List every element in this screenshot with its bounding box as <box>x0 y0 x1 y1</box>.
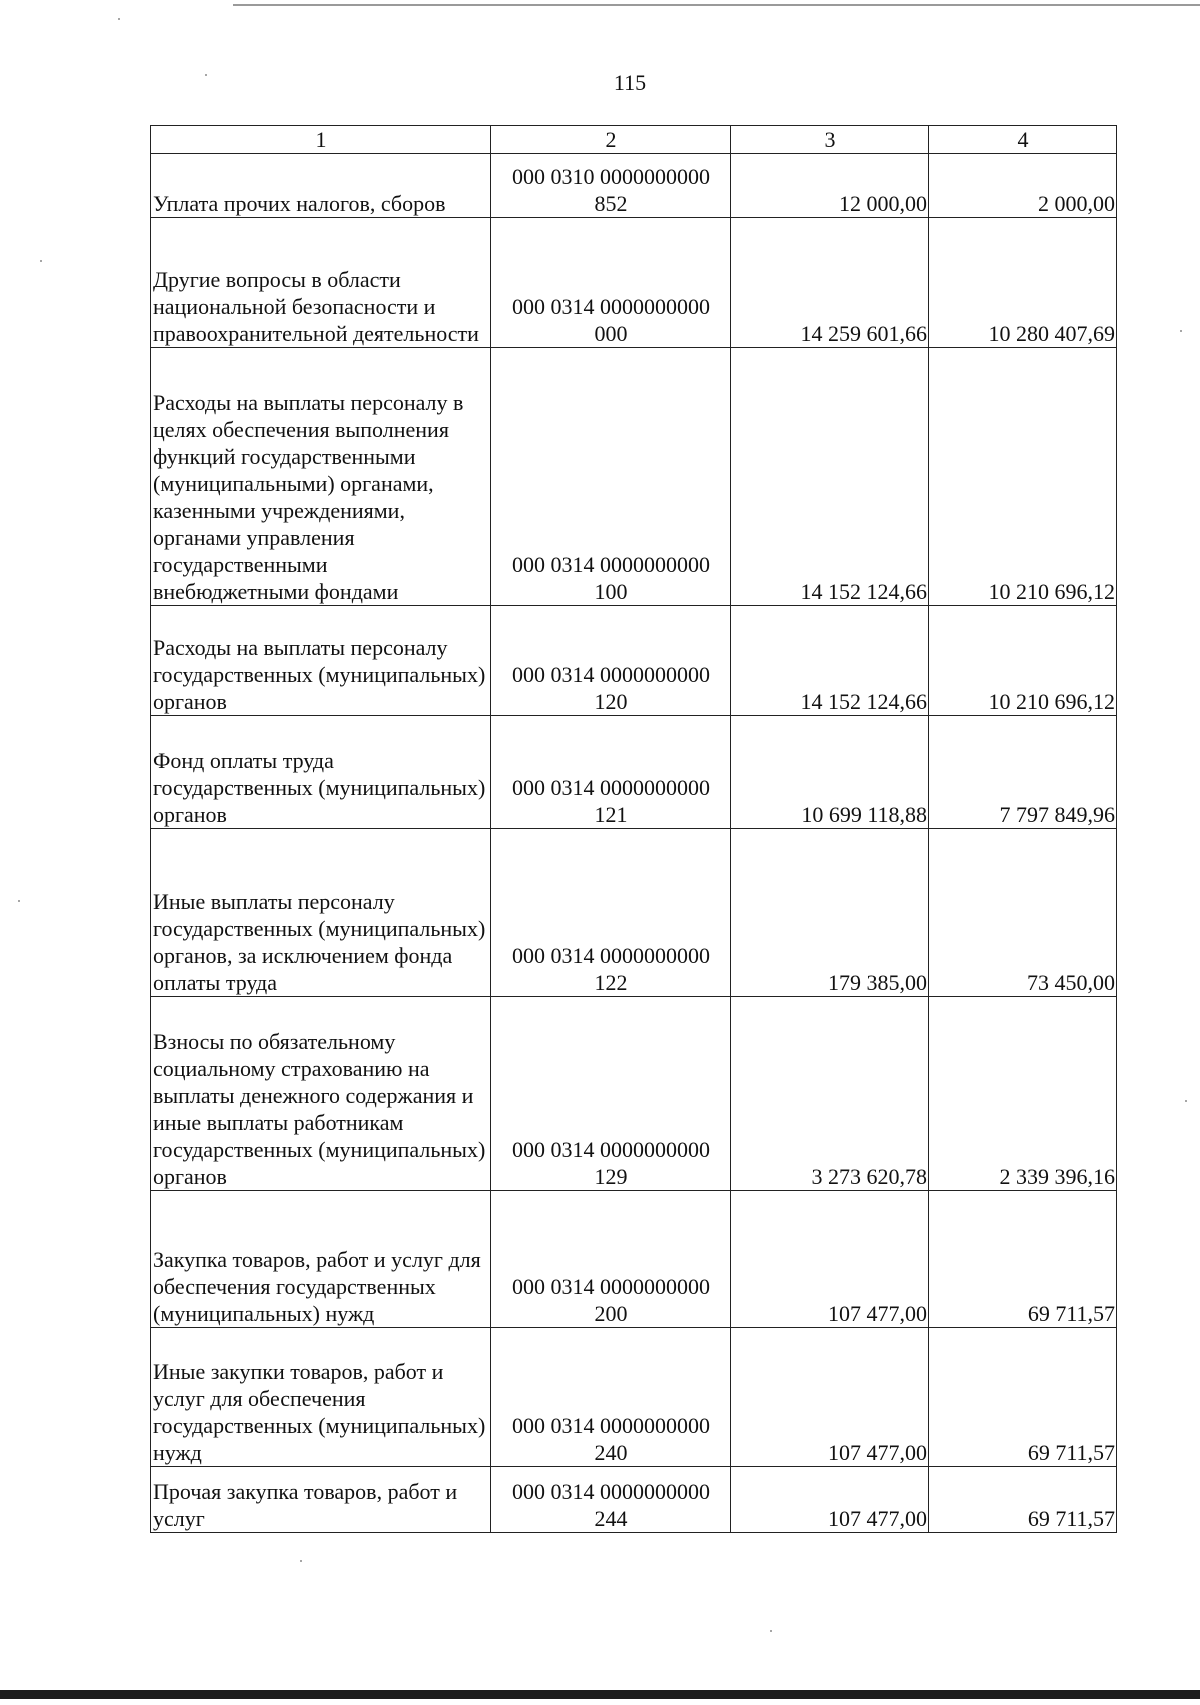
row-code-main: 000 0310 0000000000 <box>512 164 710 189</box>
row-code-kind: 000 <box>594 321 628 346</box>
row-amount-col4: 2 339 396,16 <box>929 997 1117 1191</box>
row-amount-col4: 10 280 407,69 <box>929 218 1117 348</box>
row-code-kind: 121 <box>594 802 628 827</box>
table-row <box>151 1328 1117 1467</box>
table-row <box>151 716 1117 829</box>
scan-speck <box>40 260 42 262</box>
row-name: Расходы на выплаты персоналу государственных (муниципальных) органов <box>151 606 491 716</box>
row-amount-col4: 69 711,57 <box>929 1328 1117 1467</box>
table-row <box>151 154 1117 218</box>
row-amount-col3: 179 385,00 <box>731 829 929 997</box>
row-code-main: 000 0314 0000000000 <box>512 943 710 968</box>
row-code-kind: 100 <box>594 579 628 604</box>
row-amount-col3: 107 477,00 <box>731 1328 929 1467</box>
scan-speck <box>118 18 120 20</box>
row-code <box>491 154 731 218</box>
row-amount-col4: 69 711,57 <box>929 1467 1117 1533</box>
table-row <box>151 606 1117 716</box>
row-code-main: 000 0314 0000000000 <box>512 662 710 687</box>
budget-table <box>150 125 1117 1533</box>
top-scan-rule <box>233 4 1200 6</box>
row-code <box>491 1328 731 1467</box>
row-code-main: 000 0314 0000000000 <box>512 1137 710 1162</box>
row-amount-col3: 14 152 124,66 <box>731 606 929 716</box>
row-amount-col4: 2 000,00 <box>929 154 1117 218</box>
row-amount-col4: 7 797 849,96 <box>929 716 1117 829</box>
row-code <box>491 716 731 829</box>
row-amount-col4: 73 450,00 <box>929 829 1117 997</box>
row-amount-col3: 107 477,00 <box>731 1467 929 1533</box>
row-code-main: 000 0314 0000000000 <box>512 775 710 800</box>
row-code-main: 000 0314 0000000000 <box>512 294 710 319</box>
table-row <box>151 997 1117 1191</box>
row-code-kind: 852 <box>594 191 628 216</box>
row-amount-col3: 14 152 124,66 <box>731 348 929 606</box>
row-amount-col3: 14 259 601,66 <box>731 218 929 348</box>
row-amount-col4: 10 210 696,12 <box>929 348 1117 606</box>
row-name: Иные закупки товаров, работ и услуг для обеспечения государственных (муниципальных) нужд <box>151 1328 491 1467</box>
header-col-3: 3 <box>731 126 929 154</box>
row-code <box>491 348 731 606</box>
header-col-2: 2 <box>491 126 731 154</box>
row-code-main: 000 0314 0000000000 <box>512 552 710 577</box>
row-name: Расходы на выплаты персоналу в целях обеспечения выполнения функций государственными (муниципальными) органами, казенными учреждениями, органами управления государственными внебюджетными фондами <box>151 348 491 606</box>
table-row <box>151 1191 1117 1328</box>
row-code <box>491 218 731 348</box>
row-name: Уплата прочих налогов, сборов <box>151 154 491 218</box>
row-name: Другие вопросы в области национальной безопасности и правоохранительной деятельности <box>151 218 491 348</box>
bottom-scan-rule <box>0 1690 1200 1699</box>
row-amount-col3: 107 477,00 <box>731 1191 929 1328</box>
row-code <box>491 1191 731 1328</box>
row-amount-col3: 12 000,00 <box>731 154 929 218</box>
row-amount-col4: 10 210 696,12 <box>929 606 1117 716</box>
row-name: Иные выплаты персоналу государственных (муниципальных) органов, за исключением фонда оплаты труда <box>151 829 491 997</box>
row-amount-col3: 3 273 620,78 <box>731 997 929 1191</box>
table-row <box>151 829 1117 997</box>
table-header-row <box>151 126 1117 154</box>
row-name: Фонд оплаты труда государственных (муниципальных) органов <box>151 716 491 829</box>
scan-speck <box>1180 330 1182 332</box>
header-col-4: 4 <box>929 126 1117 154</box>
scan-speck <box>770 1630 772 1632</box>
row-name: Закупка товаров, работ и услуг для обеспечения государственных (муниципальных) нужд <box>151 1191 491 1328</box>
row-code-kind: 244 <box>594 1506 628 1531</box>
row-name: Прочая закупка товаров, работ и услуг <box>151 1467 491 1533</box>
row-code-main: 000 0314 0000000000 <box>512 1413 710 1438</box>
row-code-kind: 200 <box>594 1301 628 1326</box>
row-amount-col4: 69 711,57 <box>929 1191 1117 1328</box>
table-row <box>151 218 1117 348</box>
row-code-kind: 122 <box>594 970 628 995</box>
scan-speck <box>300 1560 302 1562</box>
row-name: Взносы по обязательному социальному страхованию на выплаты денежного содержания и иные выплаты работникам государственных (муниципальных) органов <box>151 997 491 1191</box>
scan-speck <box>205 74 207 76</box>
row-code-main: 000 0314 0000000000 <box>512 1274 710 1299</box>
row-code-kind: 240 <box>594 1440 628 1465</box>
row-code <box>491 1467 731 1533</box>
header-col-1: 1 <box>151 126 491 154</box>
row-code <box>491 997 731 1191</box>
scan-speck <box>1185 1100 1187 1102</box>
row-code-main: 000 0314 0000000000 <box>512 1479 710 1504</box>
table-row <box>151 348 1117 606</box>
row-code <box>491 606 731 716</box>
row-code-kind: 120 <box>594 689 628 714</box>
page-number: 115 <box>613 70 647 95</box>
row-code-kind: 129 <box>594 1164 628 1189</box>
scan-speck <box>18 900 20 902</box>
row-amount-col3: 10 699 118,88 <box>731 716 929 829</box>
table-row <box>151 1467 1117 1533</box>
row-code <box>491 829 731 997</box>
table-body <box>151 154 1117 1533</box>
